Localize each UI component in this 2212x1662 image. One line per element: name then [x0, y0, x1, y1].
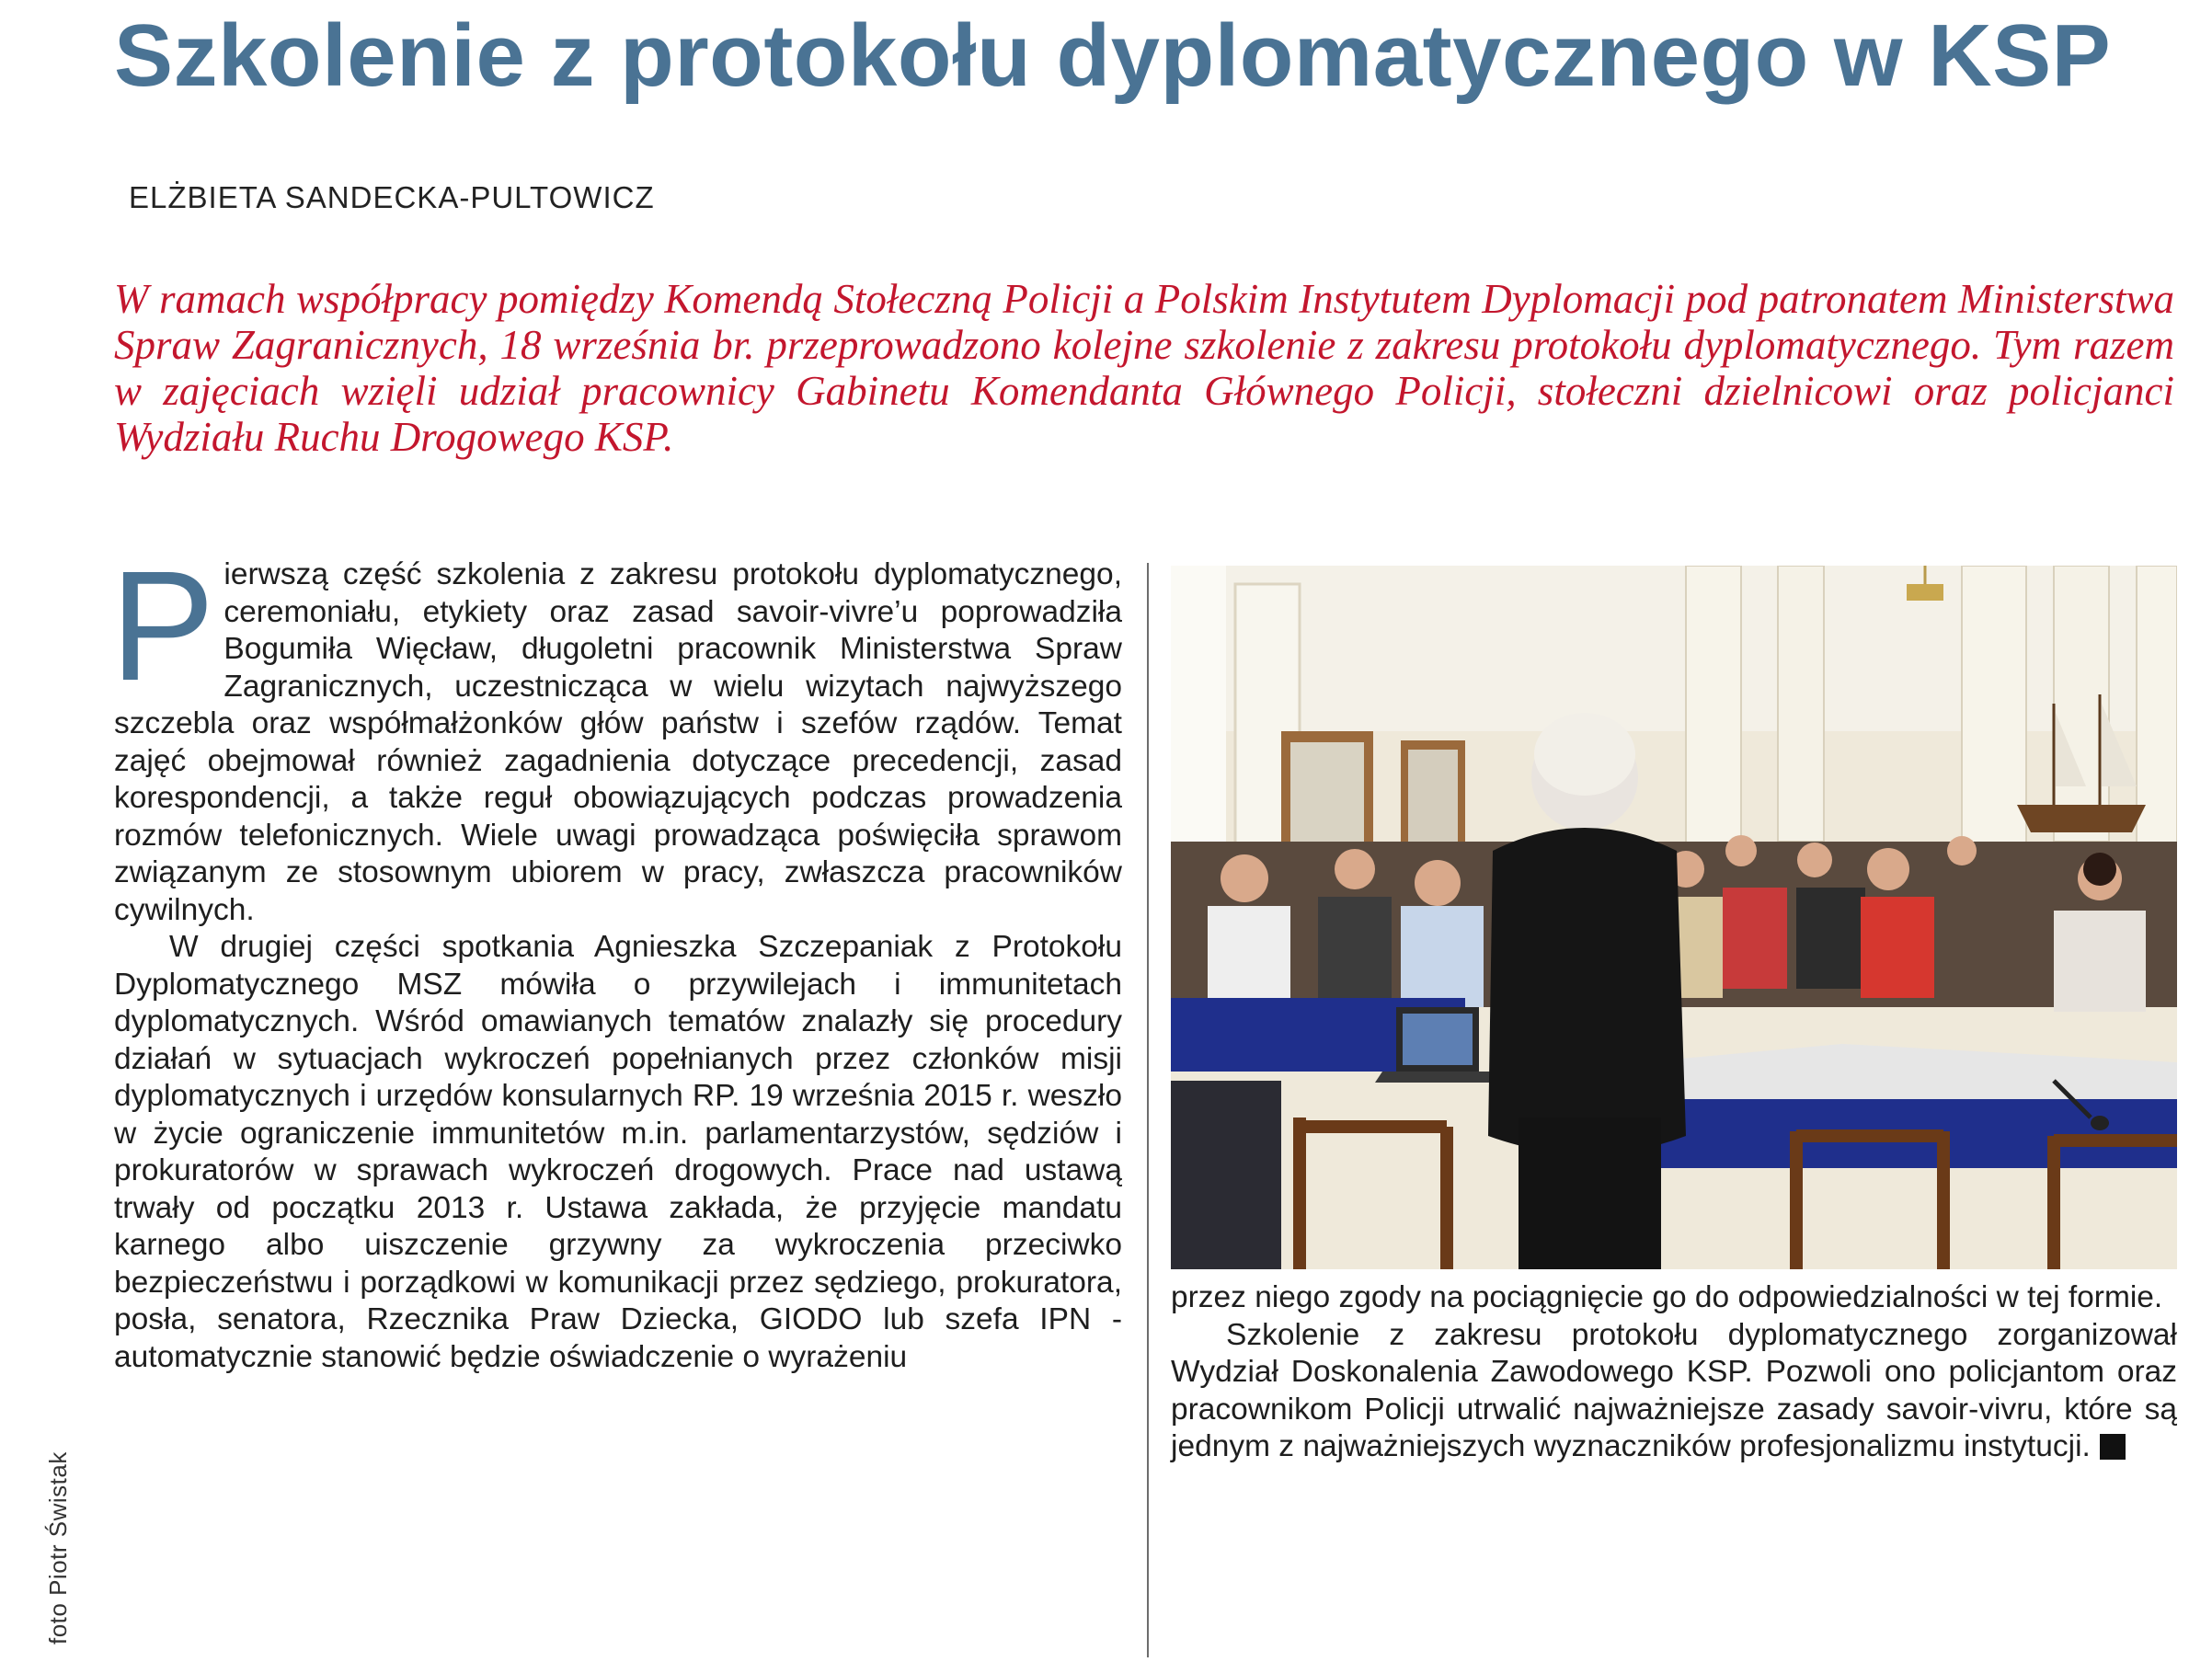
paragraph-2-continued: przez niego zgody na pociągnięcie go do odpowiedzialności w tej formie.: [1171, 1280, 2163, 1314]
end-of-article-icon: [2100, 1434, 2126, 1460]
paragraph-3-text: Szkolenie z zakresu protokołu dyplomatycznego zorganizował Wydział Doskonalenia Zawodowego KSP. Pozwoli ono policjantom oraz pracownikom Policji utrwalić najważniejsze zasady savoir-vivru, które są jednym z najważniejszych wyznaczników profesjonalizmu instytucji.: [1171, 1317, 2177, 1463]
column-divider: [1147, 563, 1149, 1657]
training-photo: [1171, 566, 2177, 1269]
paragraph-3: [1171, 1317, 2177, 1466]
body-column-left: [110, 539, 1122, 1376]
training-photo-illustration: [1171, 566, 2177, 1269]
article-lead: W ramach współpracy pomiędzy Komendą Stołeczną Policji a Polskim Instytutem Dyplomacji pod patronatem Ministerstwa Spraw Zagranicznych, 18 września br. przeprowadzono kolejne szkolenie z zakresu protokołu dyplomatycznego. Tym razem w zajęciach wzięli udział pracownicy Gabinetu Komendanta Głównego Policji, stołeczni dzielnicowi oraz policjanci Wydziału Ruchu Drogowego KSP.: [114, 276, 2174, 460]
paragraph-1-text: ierwszą część szkolenia z zakresu protokołu dyplomatycznego, ceremoniału, etykiety oraz zasad savoir-vivre’u poprowadziła Bogumiła Więcław, długoletni pracownik Ministerstwa Spraw Zagranicznych, uczestnicząca w wielu wizytach najwyższego szczebla oraz współmałżonków głów państw i szefów rządów. Temat zajęć obejmował również zagadnienia dotyczące precedencji, zasad korespondencji, a także reguł obowiązujących podczas prowadzenia rozmów telefonicznych. Wiele uwagi prowadząca poświęciła sprawom związanym ze stosownym ubiorem w pracy, zwłaszcza pracowników cywilnych.: [114, 557, 1122, 927]
photo-credit: foto Piotr Świstak: [44, 1451, 72, 1645]
paragraph-1: [110, 539, 1122, 929]
drop-cap: P: [110, 539, 215, 714]
article-author: ELŻBIETA SANDECKA-PULTOWICZ: [129, 180, 655, 214]
body-column-right: [1171, 1279, 2177, 1466]
paragraph-2: W drugiej części spotkania Agnieszka Szczepaniak z Protokołu Dyplomatycznego MSZ mówiła o przywilejach i immunitetach dyplomatycznych. Wśród omawianych tematów znalazły się procedury działań w sytuacjach wykroczeń popełnianych przez członków misji dyplomatycznych i urzędów konsularnych RP. 19 września 2015 r. weszło w życie ograniczenie immunitetów m.in. parlamentarzystów, sędziów i prokuratorów w sprawach wykroczeń drogowych. Prace nad ustawą trwały od początku 2013 r. Ustawa zakłada, że przyjęcie mandatu karnego albo uiszczenie grzywny za wykroczenia przeciwko bezpieczeństwu i porządkowi w komunikacji przez sędziego, prokuratora, posła, senatora, Rzecznika Praw Dziecka, GIODO lub szefa IPN - automatycznie stanowić będzie oświadczenie o wyrażeniu: [114, 930, 1122, 1374]
article-title: Szkolenie z protokołu dyplomatycznego w KSP: [114, 6, 2112, 105]
